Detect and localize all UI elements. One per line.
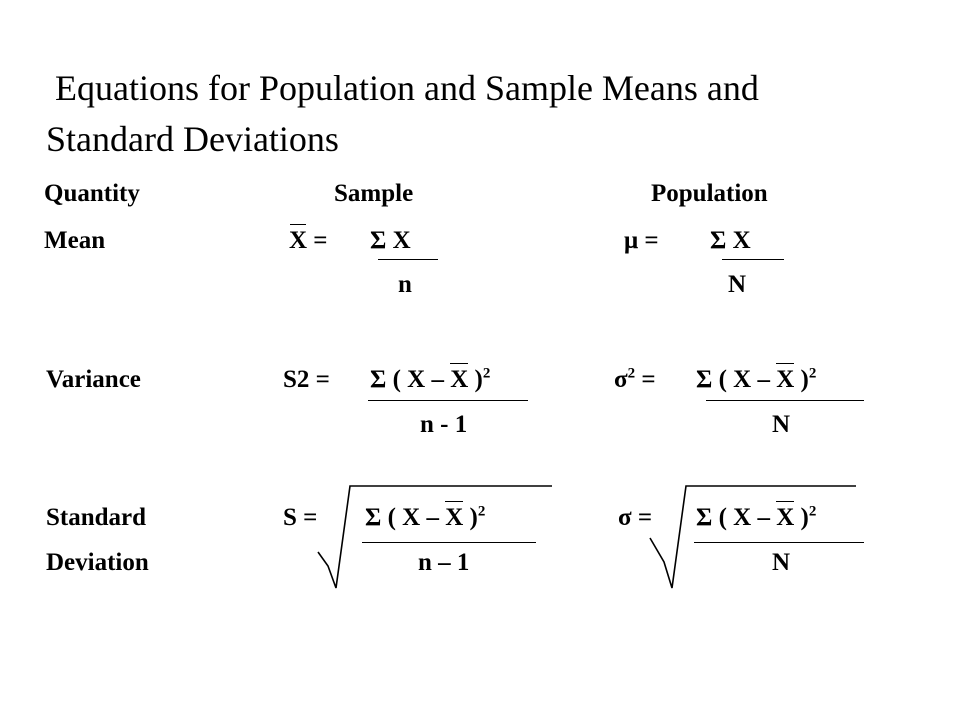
variance-population-denominator: N [772,411,791,438]
slide-title-line2: Standard Deviations [46,119,339,159]
variance-sample-denominator: n - 1 [420,411,468,438]
variance-sample-exponent: 2 [482,365,491,382]
population-sqrt-sign [650,486,856,588]
mean-sample-lhs: X = [289,227,328,254]
variance-population-equals: = [635,366,656,393]
variance-population-num-part-b: ) [794,366,809,393]
mean-label: Mean [44,227,106,254]
variance-sample-num-part-b: ) [468,366,483,393]
stddev-sample-num-part-b: ) [463,504,478,531]
stddev-sample-num-part-a: Σ ( X – [365,504,446,531]
mean-sample-denominator: n [398,271,412,298]
header-population: Population [651,180,768,207]
stddev-population-xbar: X [776,501,794,531]
variance-label: Variance [46,366,141,393]
stddev-population-exponent: 2 [808,503,817,520]
mean-sample-numerator: Σ X [370,227,411,254]
stddev-population-denominator: N [772,549,791,576]
variance-sample-num-part-a: Σ ( X – [370,366,451,393]
stddev-sample-lhs: S = [283,504,318,531]
mean-population-numerator: Σ X [710,227,751,254]
variance-population-exponent: 2 [808,365,817,382]
stddev-label-line1: Standard [46,504,147,531]
variance-population-sigma: σ [614,366,628,393]
variance-sample-xbar: X [450,363,468,393]
stddev-population-lhs: σ = [618,504,653,531]
stddev-sample-exponent: 2 [477,503,486,520]
stddev-population-num-part-b: ) [794,504,809,531]
variance-sample-lhs: S2 = [283,366,330,393]
header-quantity: Quantity [44,180,140,207]
stddev-sample-xbar: X [445,501,463,531]
variance-population-xbar: X [776,363,794,393]
variance-population-lhs-exponent: 2 [627,365,636,382]
mean-population-denominator: N [728,271,747,298]
mean-population-lhs: μ = [624,227,659,254]
stddev-population-num-part-a: Σ ( X – [696,504,777,531]
slide-title-line1: Equations for Population and Sample Means and [55,68,759,108]
sample-sqrt-sign [318,486,552,588]
variance-population-num-part-a: Σ ( X – [696,366,777,393]
header-sample: Sample [334,180,414,207]
stddev-sample-denominator: n – 1 [418,549,470,576]
stddev-label-line2: Deviation [46,549,149,576]
